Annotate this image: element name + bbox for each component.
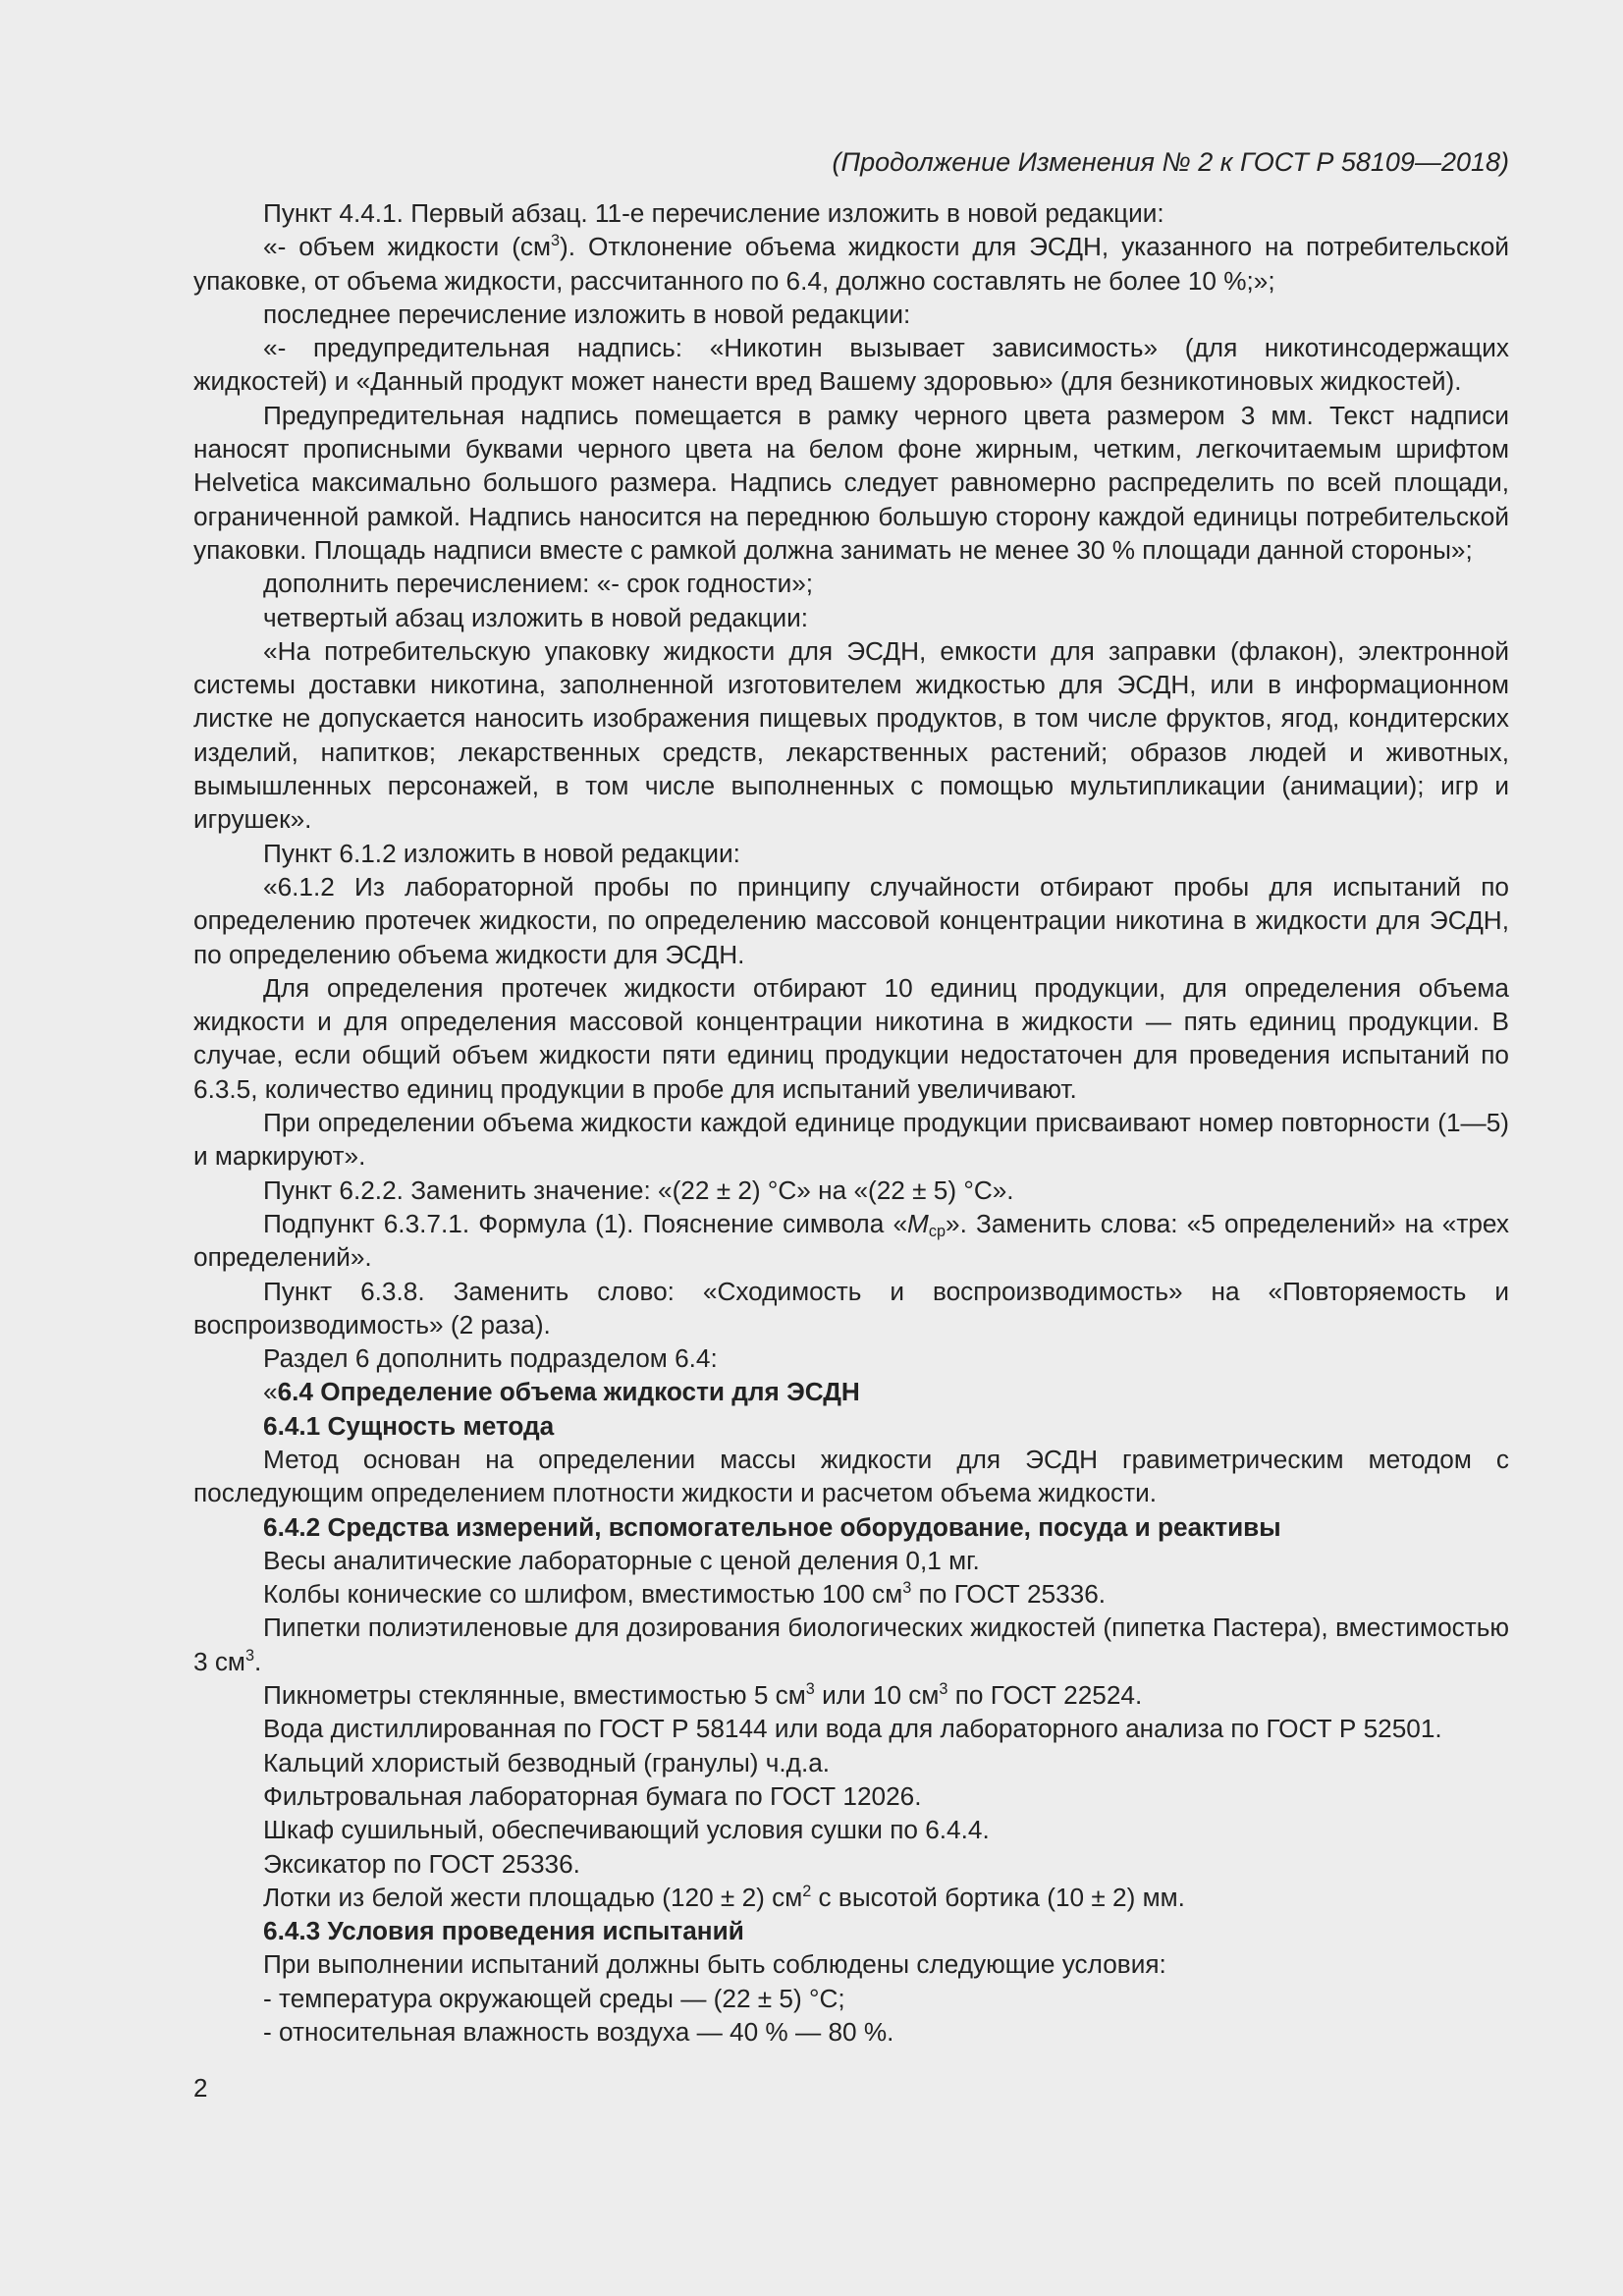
paragraph: Предупредительная надпись помещается в рамку черного цвета размером 3 мм. Текст надписи наносят прописными буквами черного цвета на белом фоне жирным, четким, легкочитаемым шрифтом Helvetica максимально большого размера. Надпись следует равномерно распределить по всей площади, ограниченной рамкой. Надпись наносится на переднюю большую сторону каждой единицы потребительской упаковки. Площадь надписи вместе с рамкой должна занимать не менее 30 % площади данной стороны»; <box>193 400 1509 565</box>
paragraph: Шкаф сушильный, обеспечивающий условия сушки по 6.4.4. <box>263 1815 990 1845</box>
list-item: - температура окружающей среды — (22 ± 5) °C; <box>263 1983 845 2013</box>
paragraph: «На потребительскую упаковку жидкости для ЭСДН, емкости для заправки (флакон), электронной системы доставки никотина, заполненной изготовителем жидкостью для ЭСДН, или в информационном листке не допускается наносить изображения пищевых продуктов, в том числе фруктов, ягод, кондитерских изделий, напитков; лекарственных средств, лекарственных растений; образов людей и животных, вымышленных персонажей, в том числе выполненных с помощью мультипликации (анимации); игр и игрушек». <box>193 635 1509 835</box>
paragraph: Весы аналитические лабораторные с ценой деления 0,1 мг. <box>263 1545 980 1575</box>
paragraph: Фильтровальная лабораторная бумага по ГОСТ 12026. <box>263 1780 922 1811</box>
paragraph: Эксикатор по ГОСТ 25336. <box>263 1848 580 1879</box>
paragraph: Пипетки полиэтиленовые для дозирования биологических жидкостей (пипетка Пастера), вместимостью 3 $см^3$. <box>193 1613 1509 1676</box>
paragraph: Колбы конические со шлифом, вместимостью 100 $см^3$ по ГОСТ 25336. <box>263 1579 1107 1610</box>
paragraph: четвертый абзац изложить в новой редакции: <box>263 602 808 632</box>
paragraph: Пункт 6.2.2. Заменить значение: «(22 ± 2) °C» на «(22 ± 5) °C». <box>263 1175 1014 1205</box>
paragraph: При выполнении испытаний должны быть соблюдены следующие условия: <box>263 1949 1166 1980</box>
paragraph: последнее перечисление изложить в новой редакции: <box>263 299 911 329</box>
paragraph: Пикнометры стеклянные, вместимостью 5 $см^3$ или 10 $см^3$ по ГОСТ 22524. <box>263 1680 1143 1711</box>
subsection-heading: 6.4.2 Средства измерений, вспомогательное оборудование, посуда и реактивы <box>263 1511 1281 1542</box>
paragraph: Пункт 6.3.8. Заменить слово: «Сходимость и воспроизводимость» на «Повторяемость и воспроизводимость» (2 раза). <box>193 1276 1509 1339</box>
paragraph: Лотки из белой жести площадью (120 ± 2) $см^2$ с высотой бортика (10 ± 2) мм. <box>263 1882 1185 1912</box>
paragraph: Раздел 6 дополнить подразделом 6.4: <box>263 1343 718 1374</box>
document-body <box>193 196 1509 2049</box>
paragraph: Пункт 4.4.1. Первый абзац. 11-е перечисление изложить в новой редакции: <box>263 198 1164 228</box>
paragraph: Метод основан на определении массы жидкости для ЭСДН гравиметрическим методом с последующим определением плотности жидкости и расчетом объема жидкости. <box>193 1444 1509 1508</box>
subsection-heading: 6.4.1 Сущность метода <box>263 1410 555 1441</box>
document-page <box>193 145 1509 2049</box>
list-item: - относительная влажность воздуха — 40 % — 80 %. <box>263 2017 894 2048</box>
paragraph: «- предупредительная надпись: «Никотин вызывает зависимость» (для никотинсодержащих жидкостей) и «Данный продукт может нанести вред Вашему здоровью» (для безникотиновых жидкостей). <box>193 333 1509 397</box>
page-number: 2 <box>193 2073 208 2103</box>
paragraph: Пункт 6.1.2 изложить в новой редакции: <box>263 838 740 868</box>
paragraph: дополнить перечислением: «- срок годности»; <box>263 569 814 599</box>
paragraph: «- объем жидкости $(см^3)$. Отклонение объема жидкости для ЭСДН, указанного на потребительской упаковке, от объема жидкости, рассчитанного по 6.4, должно составлять не более 10 %;»; <box>193 232 1509 296</box>
paragraph: «6.1.2 Из лабораторной пробы по принципу случайности отбирают пробы для испытаний по определению протечек жидкости, по определению массовой концентрации никотина в жидкости для ЭСДН, по определению объема жидкости для ЭСДН. <box>193 871 1509 969</box>
paragraph: Кальций хлористый безводный (гранулы) ч.д.а. <box>263 1747 831 1777</box>
running-header: (Продолжение Изменения № 2 к ГОСТ Р 58109—2018) <box>832 147 1509 177</box>
paragraph: Вода дистиллированная по ГОСТ Р 58144 или вода для лабораторного анализа по ГОСТ Р 52501. <box>263 1714 1442 1744</box>
paragraph: Для определения протечек жидкости отбирают 10 единиц продукции, для определения объема жидкости и для определения массовой концентрации никотина в жидкости — пять единиц продукции. В случае, если общий объем жидкости пяти единиц продукции недостаточен для проведения испытаний по 6.3.5, количество единиц продукции в пробе для испытаний увеличивают. <box>193 972 1509 1104</box>
paragraph: При определении объема жидкости каждой единице продукции присваивают номер повторности (1—5) и маркируют». <box>193 1108 1509 1172</box>
section-heading: «6.4 Определение объема жидкости для ЭСДН <box>263 1377 860 1407</box>
subsection-heading: 6.4.3 Условия проведения испытаний <box>263 1916 744 1946</box>
paragraph: Подпункт 6.3.7.1. Формула (1). Пояснение символа «$M_{ср}$». Заменить слова: «5 определений» на «трех определений». <box>193 1208 1510 1273</box>
